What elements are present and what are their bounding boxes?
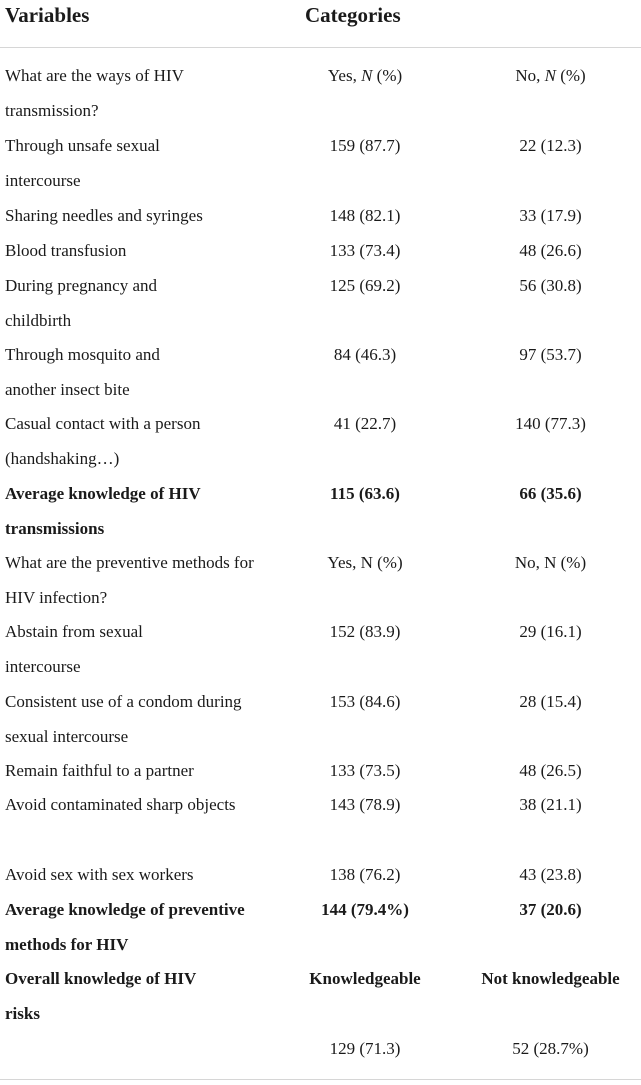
row-label: During pregnancy and childbirth: [5, 276, 158, 330]
row-label: What are the preventive methods for HIV infection?: [5, 553, 254, 607]
row-label: Remain faithful to a partner: [5, 761, 194, 780]
row-no: 28 (15.4): [519, 692, 582, 711]
row-no: 43 (23.8): [519, 865, 582, 884]
row-label: Consistent use of a condom during sexual intercourse: [5, 692, 242, 746]
row-yes: 143 (78.9): [329, 795, 401, 814]
row-yes: 159 (87.7): [329, 136, 401, 155]
row-no: 48 (26.6): [519, 241, 582, 260]
row-yes: 115 (63.6): [330, 484, 400, 503]
row-yes: 133 (73.4): [329, 241, 401, 260]
row-yes: 153 (84.6): [329, 692, 401, 711]
row-no-header: Not knowledgeable: [481, 969, 620, 988]
row-no: 97 (53.7): [519, 345, 582, 364]
row-label: Through unsafe sexual intercourse: [5, 136, 160, 190]
row-yes-header: Yes, N (%): [327, 66, 403, 85]
row-label: Sharing needles and syringes: [5, 206, 203, 225]
row-yes: 41 (22.7): [333, 414, 397, 433]
header-variables: Variables: [5, 3, 90, 27]
row-yes-header: Knowledgeable: [309, 969, 421, 988]
row-label: Overall knowledge of HIV risks: [5, 969, 196, 1023]
row-yes-header: Yes, N (%): [327, 553, 403, 572]
row-no: 52 (28.7%): [512, 1039, 589, 1058]
row-label: Avoid contaminated sharp objects: [5, 795, 236, 814]
footer-rule: [0, 1079, 641, 1080]
row-yes: 125 (69.2): [329, 276, 401, 295]
row-label: Through mosquito and another insect bite: [5, 345, 160, 399]
row-no: 38 (21.1): [519, 795, 582, 814]
row-no: 48 (26.5): [519, 761, 582, 780]
row-no: 140 (77.3): [515, 414, 586, 433]
row-yes: 84 (46.3): [333, 345, 397, 364]
row-label: Abstain from sexual intercourse: [5, 622, 143, 676]
row-no: 66 (35.6): [519, 484, 582, 503]
row-label: What are the ways of HIV transmission?: [5, 66, 184, 120]
row-no: 22 (12.3): [519, 136, 582, 155]
row-yes: 148 (82.1): [329, 206, 401, 225]
row-no: 37 (20.6): [519, 900, 582, 919]
row-label: Avoid sex with sex workers: [5, 865, 194, 884]
row-no-header: No, N (%): [514, 553, 587, 572]
row-no-header: No, N (%): [515, 66, 586, 85]
row-label: Average knowledge of preventive methods for HIV: [5, 900, 245, 954]
row-label: Casual contact with a person (handshaking…): [5, 414, 201, 468]
row-yes: 152 (83.9): [329, 622, 401, 641]
row-yes: 138 (76.2): [329, 865, 401, 884]
row-yes: 144 (79.4%): [321, 900, 409, 919]
row-no: 29 (16.1): [519, 622, 582, 641]
row-yes: 129 (71.3): [329, 1039, 401, 1058]
row-no: 56 (30.8): [519, 276, 582, 295]
table-header: [0, 0, 641, 48]
header-rule: [0, 47, 641, 48]
row-no: 33 (17.9): [519, 206, 582, 225]
row-yes: 133 (73.5): [329, 761, 401, 780]
row-label: Average knowledge of HIV transmissions: [5, 484, 201, 538]
header-categories: Categories: [305, 3, 401, 27]
row-label: Blood transfusion: [5, 241, 127, 260]
